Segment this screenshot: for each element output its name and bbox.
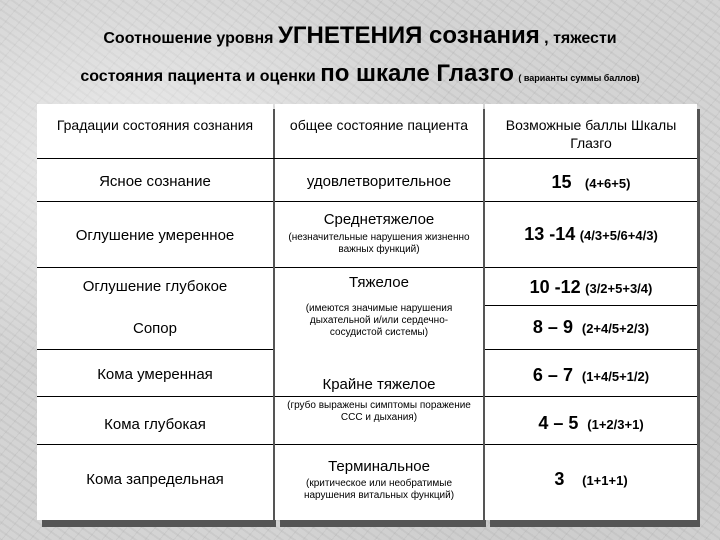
score-row-1 — [485, 172, 697, 193]
row-divider — [485, 267, 697, 268]
row-divider — [37, 267, 273, 268]
condition-label-4: Крайне тяжелое — [322, 376, 436, 393]
condition-note-5: (критическое или необратимые нарушения витальных функций) — [303, 478, 455, 501]
score-row-3 — [485, 277, 697, 298]
level-1: Ясное сознание — [99, 173, 211, 190]
title-note: ( варианты суммы баллов) — [518, 73, 640, 83]
title-text-3: состояния пациента и оценки — [80, 68, 316, 85]
score-row-2 — [485, 224, 697, 245]
condition-label-5: Терминальное — [328, 458, 430, 475]
score-variants: (4/3+5/6+4/3) — [579, 228, 658, 243]
score-variants: (1+2/3+1) — [587, 417, 644, 432]
condition-label-2: Среднетяжелое — [323, 211, 435, 228]
score-variants: (2+4/5+2/3) — [581, 321, 650, 336]
condition-label-1: удовлетворительное — [306, 173, 452, 190]
score-row-5 — [485, 365, 697, 386]
score-variants: (1+4/5+1/2) — [581, 369, 650, 384]
header-divider — [37, 158, 697, 159]
row-divider — [275, 267, 483, 268]
score-value: 13 -14 — [524, 224, 576, 244]
glasgow-table — [37, 104, 697, 524]
level-7: Кома запредельная — [86, 471, 224, 488]
header-consciousness: Градации состояния сознания — [56, 117, 254, 133]
score-row-4 — [485, 317, 697, 338]
condition-note-3: (имеются значимые нарушения дыхательной и/или сердечно-сосудистой системы) — [305, 303, 453, 338]
row-divider — [485, 396, 697, 397]
row-divider — [37, 201, 273, 202]
score-variants: (4+6+5) — [584, 176, 631, 191]
level-2: Оглушение умеренное — [75, 227, 235, 244]
score-variants: (1+1+1) — [582, 473, 628, 488]
condition-note-2: (незначительные нарушения жизненно важных функций) — [288, 232, 470, 255]
title-emphasis-1: УГНЕТЕНИЯ сознания — [277, 22, 540, 49]
level-6: Кома глубокая — [104, 416, 206, 433]
score-value: 6 – 7 — [532, 365, 573, 385]
column-glasgow — [485, 104, 697, 520]
score-value: 10 -12 — [529, 277, 581, 297]
header-condition: общее состояние пациента — [289, 117, 469, 133]
score-row-6 — [485, 413, 697, 434]
score-value: 8 – 9 — [532, 317, 573, 337]
row-divider — [37, 396, 273, 397]
row-divider — [275, 201, 483, 202]
row-divider — [485, 444, 697, 445]
level-3: Оглушение глубокое — [82, 278, 228, 295]
condition-note-4: (грубо выражены симптомы поражение ССС и дыхания) — [287, 400, 471, 423]
row-divider — [275, 396, 483, 397]
score-value: 4 – 5 — [538, 413, 579, 433]
column-consciousness — [37, 104, 273, 520]
score-value: 3 — [554, 469, 565, 489]
row-divider — [37, 349, 273, 350]
page-title-line-2 — [0, 60, 720, 88]
row-divider — [485, 201, 697, 202]
level-4: Сопор — [133, 320, 177, 337]
row-divider — [485, 305, 697, 306]
page-title-line-1 — [0, 22, 720, 50]
score-variants: (3/2+5+3/4) — [585, 281, 653, 296]
row-divider — [275, 444, 483, 445]
score-row-7 — [485, 469, 697, 490]
level-5: Кома умеренная — [97, 366, 213, 383]
header-glasgow: Возможные баллы Шкалы Глазго — [505, 117, 677, 151]
row-divider — [485, 349, 697, 350]
condition-label-3: Тяжелое — [349, 274, 409, 291]
title-emphasis-2: по шкале Глазго — [320, 60, 514, 87]
title-text-2: , тяжести — [544, 30, 617, 47]
score-value: 15 — [551, 172, 572, 192]
title-text-1: Соотношение уровня — [103, 30, 274, 47]
row-divider — [37, 444, 273, 445]
